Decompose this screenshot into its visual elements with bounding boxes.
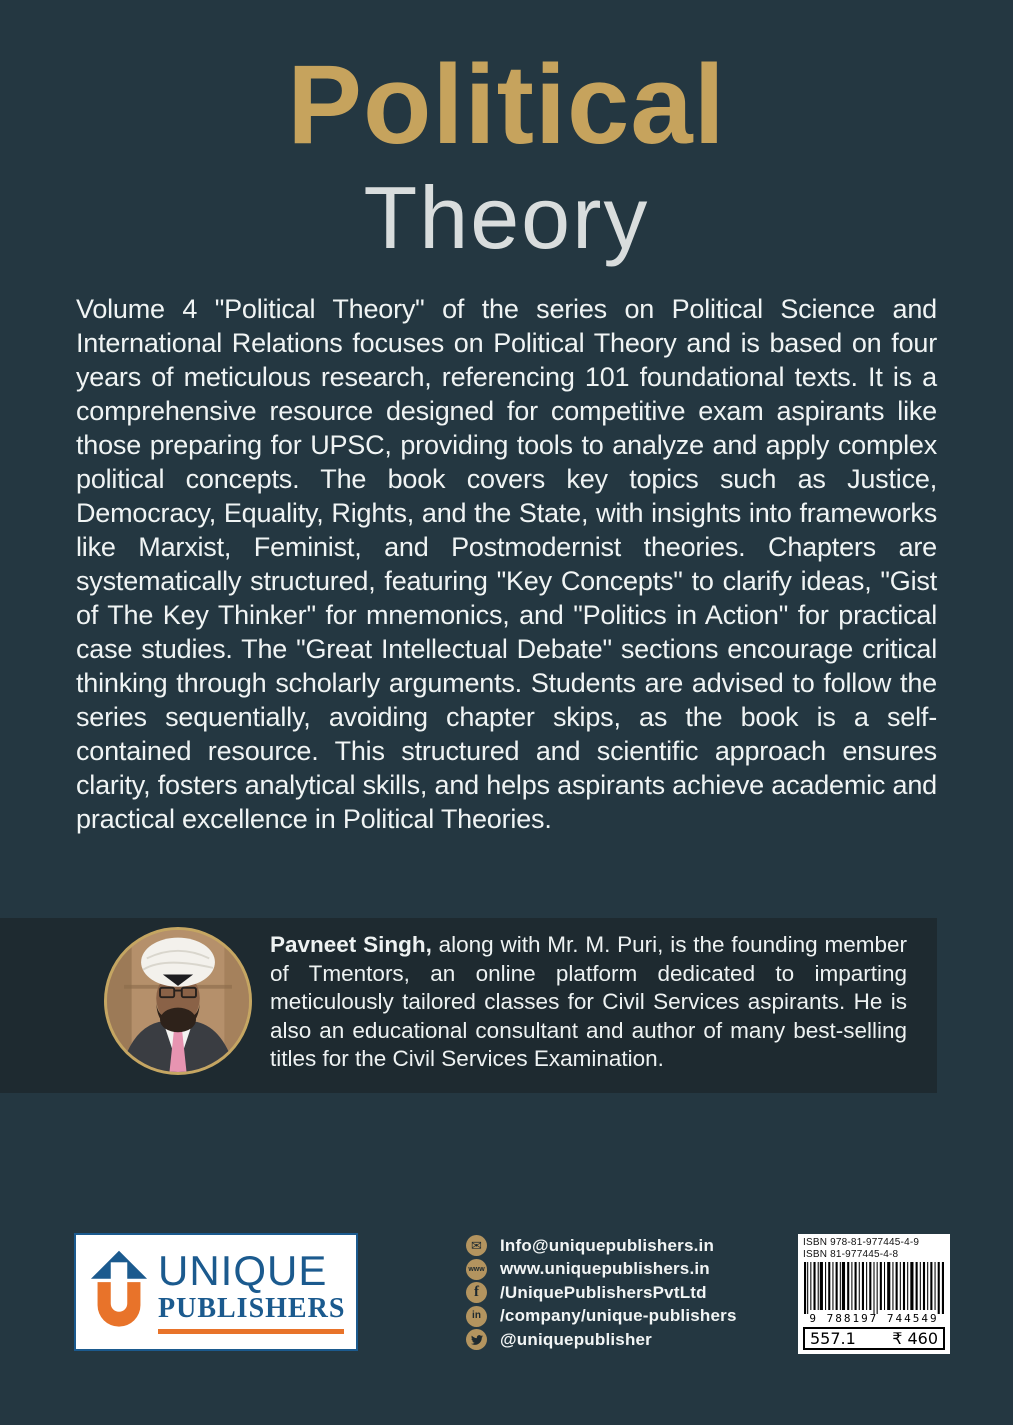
globe-glyph: www xyxy=(468,1265,485,1273)
email-glyph: ✉ xyxy=(471,1238,482,1253)
author-name: Pavneet Singh, xyxy=(270,932,432,957)
barcode-digits: 9 788197 744549 xyxy=(809,1312,939,1325)
logo-underline xyxy=(158,1329,344,1334)
contact-facebook xyxy=(466,1282,737,1303)
isbn-line-2: ISBN 81-977445-4-8 xyxy=(803,1248,899,1260)
price: ₹ 460 xyxy=(892,1329,938,1348)
book-subtitle: Theory xyxy=(363,168,650,267)
facebook-icon xyxy=(466,1282,487,1303)
facebook-glyph: f xyxy=(474,1284,479,1301)
price-strip xyxy=(803,1327,945,1350)
linkedin-icon xyxy=(466,1306,487,1327)
publisher-type: PUBLISHERS xyxy=(158,1292,346,1324)
contact-linkedin-text: /company/unique-publishers xyxy=(500,1306,737,1326)
author-bio-band xyxy=(0,918,937,1093)
publisher-name: UNIQUE xyxy=(158,1246,328,1294)
dewey-number: 557.1 xyxy=(810,1329,856,1348)
email-icon xyxy=(466,1235,487,1256)
twitter-bird-glyph xyxy=(471,1334,483,1346)
contact-website xyxy=(466,1259,737,1280)
unique-publishers-logo-icon xyxy=(86,1244,152,1340)
author-bio-text xyxy=(270,931,907,1074)
contact-twitter-text: @uniquepublisher xyxy=(500,1329,652,1349)
contact-website-text: www.uniquepublishers.in xyxy=(500,1259,710,1279)
book-title: Political xyxy=(287,42,726,167)
contact-linkedin xyxy=(466,1306,737,1327)
contact-facebook-text: /UniquePublishersPvtLtd xyxy=(500,1282,707,1302)
author-portrait-illustration xyxy=(107,930,249,1072)
author-bio-rest: along with Mr. M. Puri, is the founding member of Tmentors, an online platform dedicated to imparting meticulously tailored classes for Civil Services aspirants. He is also an educational consultant and author of many best-selling titles for the Civil Services Examination. xyxy=(270,932,907,1071)
author-photo xyxy=(104,927,252,1075)
globe-icon xyxy=(466,1259,487,1280)
twitter-icon xyxy=(466,1329,487,1350)
linkedin-glyph: in xyxy=(472,1310,481,1322)
contact-email-text: Info@uniquepublishers.in xyxy=(500,1235,715,1255)
book-description: Volume 4 "Political Theory" of the series on Political Science and International Relations focuses on Political Theory and is based on four years of meticulous research, referencing 101 foundational texts. It is a comprehensive resource designed for competitive exam aspirants like those preparing for UPSC, providing tools to analyze and apply complex political concepts. The book covers key topics such as Justice, Democracy, Equality, Rights, and the State, with insights into frameworks like Marxist, Feminist, and Postmodernist theories. Chapters are systematically structured, featuring "Key Concepts" to clarify ideas, "Gist of The Key Thinker" for mnemonics, and "Politics in Action" for practical case studies. The "Great Intellectual Debate" sections encourage critical thinking through scholarly arguments. Students are advised to follow the series sequentially, avoiding chapter skips, as the book is a self-contained resource. This structured and scientific approach ensures clarity, fosters analytical skills, and helps aspirants achieve academic and practical excellence in Political Theories. xyxy=(76,294,937,834)
barcode-panel xyxy=(798,1234,950,1354)
publisher-logo xyxy=(74,1233,358,1351)
contact-list xyxy=(466,1235,737,1353)
publisher-logo-text xyxy=(158,1246,346,1335)
contact-email xyxy=(466,1235,737,1256)
isbn-line-1: ISBN 978-81-977445-4-9 xyxy=(803,1237,920,1248)
contact-twitter xyxy=(466,1329,737,1350)
barcode-icon xyxy=(804,1262,944,1314)
